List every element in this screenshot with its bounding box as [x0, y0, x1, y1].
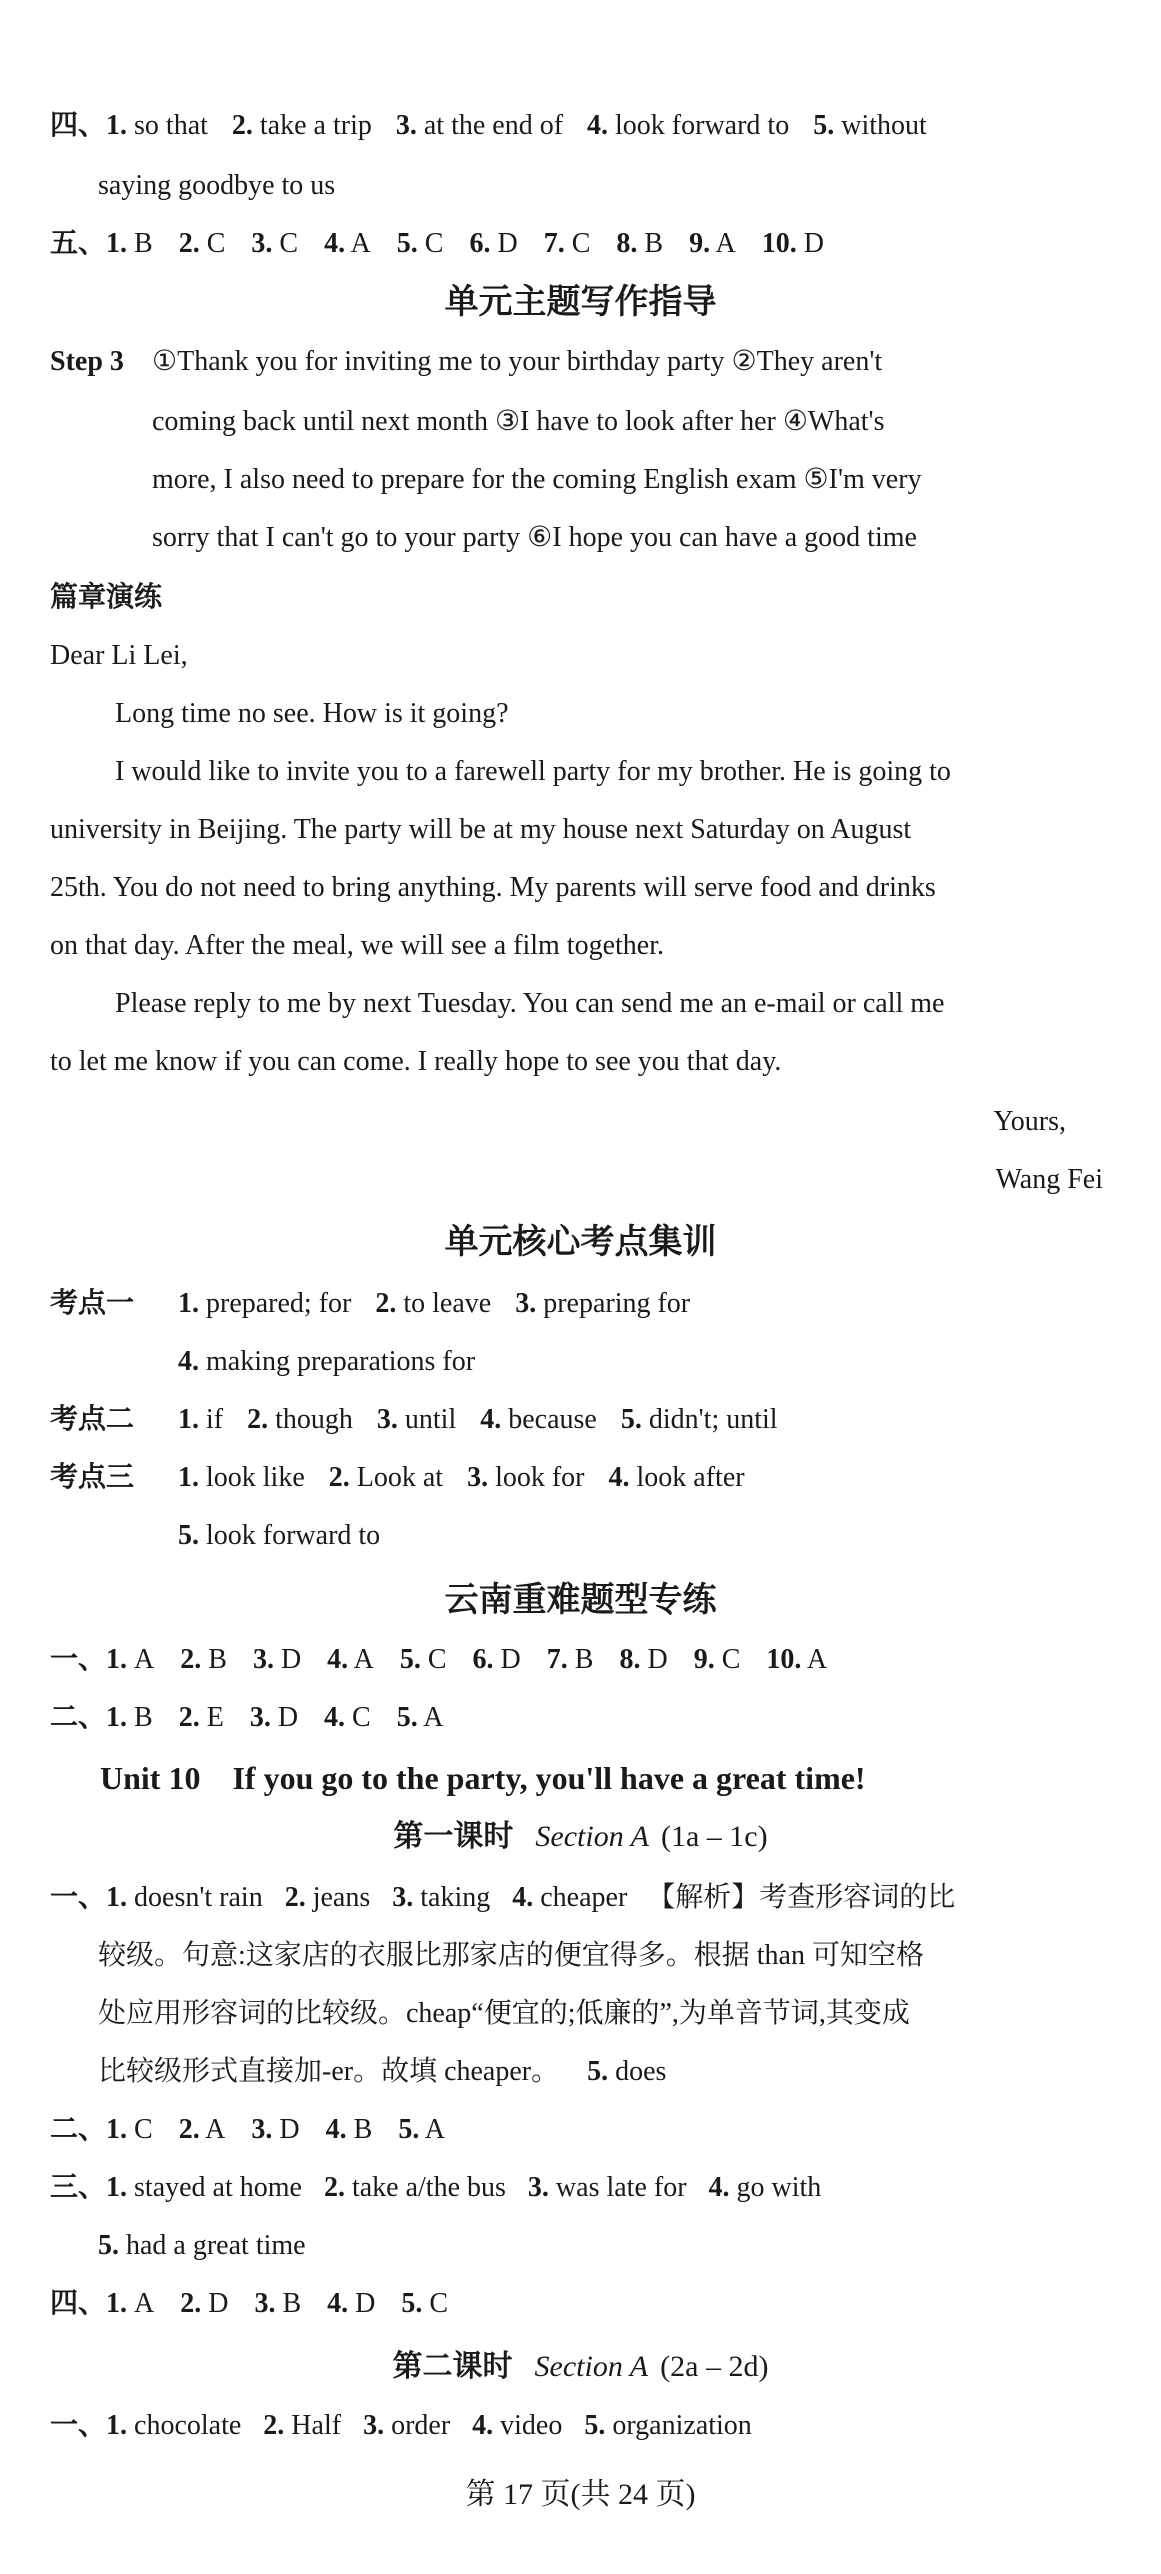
- kaodian-3-cont: 5. look forward to: [178, 1520, 381, 1551]
- letter-line: on that day. After the meal, we will see a film together.: [50, 930, 664, 961]
- lesson-1-heading: 第一课时 Section A (1a – 1c): [393, 1820, 768, 1853]
- section-5-row: 五、1. B 2. C 3. C 4. A 5. C 6. D 7. C 8. B 9. A 10. D: [50, 228, 824, 259]
- s4-item: 1. so that: [106, 110, 208, 141]
- q2-row: 二、1. C 2. A 3. D 4. B 5. A: [50, 2114, 445, 2145]
- q5-row: 一、1. chocolate 2. Half 3. order 4. video 5. organization: [50, 2410, 752, 2441]
- unit-10-title: Unit 10 If you go to the party, you'll have a great time!: [100, 1760, 866, 1796]
- s4-item: 4. look forward to: [587, 110, 790, 141]
- letter-line: I would like to invite you to a farewell party for my brother. He is going to: [115, 756, 951, 787]
- s4-item: 2. take a trip: [231, 110, 372, 141]
- step-label: Step 3: [50, 346, 124, 377]
- q3-row: 三、1. stayed at home 2. take a/the bus 3. was late for 4. go with: [50, 2172, 822, 2203]
- kaodian-3-label: 考点三: [50, 1462, 135, 1493]
- section-4-label: 四、: [50, 110, 107, 141]
- kaodian-3-row: 1. look like 2. Look at 3. look for 4. look after: [178, 1462, 745, 1493]
- lesson-2-heading: 第二课时 Section A (2a – 2d): [392, 2350, 769, 2383]
- writing-line: coming back until next month ③I have to look after her ④What's: [152, 406, 885, 437]
- core-title: 单元核心考点集训: [444, 1224, 717, 1261]
- section-4-continuation: saying goodbye to us: [98, 170, 336, 201]
- yunnan-title: 云南重难题型专练: [444, 1582, 717, 1619]
- q1-row: 一、1. doesn't rain 2. jeans 3. taking 4. cheaper 【解析】考查形容词的比: [50, 1882, 956, 1913]
- kaodian-1-row: 1. prepared; for 2. to leave 3. preparing for: [178, 1288, 691, 1319]
- kaodian-1-cont: 4. making preparations for: [178, 1346, 476, 1377]
- kaodian-2-row: 1. if 2. though 3. until 4. because 5. didn't; until: [178, 1404, 778, 1435]
- s4-item: 3. at the end of: [395, 110, 564, 141]
- writing-line: ①Thank you for inviting me to your birthday party ②They aren't: [152, 346, 883, 377]
- practice-title: 篇章演练: [50, 582, 163, 613]
- yunnan-row-2: 二、1. B 2. E 3. D 4. C 5. A: [50, 1702, 444, 1733]
- letter-line: Please reply to me by next Tuesday. You can send me an e-mail or call me: [115, 988, 945, 1019]
- kaodian-1-label: 考点一: [50, 1288, 135, 1319]
- q3-cont: 5. had a great time: [98, 2230, 306, 2261]
- section-5-label: 五、: [50, 228, 107, 259]
- letter-closing: Yours,: [993, 1106, 1066, 1137]
- q4-row: 四、1. A 2. D 3. B 4. D 5. C: [50, 2288, 449, 2319]
- letter-signature: Wang Fei: [995, 1164, 1103, 1195]
- letter-greeting: Dear Li Lei,: [50, 640, 188, 671]
- q1-note-line-last: 比较级形式直接加-er。故填 cheaper。 5. does: [98, 2056, 667, 2087]
- yunnan-row-1: 一、1. A 2. B 3. D 4. A 5. C 6. D 7. B 8. D 9. C 10. A: [50, 1644, 828, 1675]
- letter-line: 25th. You do not need to bring anything. My parents will serve food and drinks: [50, 872, 936, 903]
- section-4-row: [50, 112, 927, 140]
- letter-line: Long time no see. How is it going?: [115, 698, 509, 729]
- kaodian-2-label: 考点二: [50, 1404, 135, 1435]
- writing-line: sorry that I can't go to your party ⑥I hope you can have a good time: [152, 522, 917, 553]
- letter-line: to let me know if you can come. I really hope to see you that day.: [50, 1046, 782, 1077]
- writing-line: more, I also need to prepare for the coming English exam ⑤I'm very: [152, 464, 922, 495]
- q1-note-line: 较级。句意:这家店的衣服比那家店的便宜得多。根据 than 可知空格: [98, 1940, 924, 1971]
- writing-title: 单元主题写作指导: [444, 284, 717, 321]
- letter-line: university in Beijing. The party will be at my house next Saturday on August: [50, 814, 912, 845]
- q1-note-line: 处应用形容词的比较级。cheap“便宜的;低廉的”,为单音节词,其变成: [98, 1998, 910, 2029]
- s4-item: 5. without: [813, 110, 927, 141]
- page-footer: 第 17 页(共 24 页): [465, 2478, 696, 2511]
